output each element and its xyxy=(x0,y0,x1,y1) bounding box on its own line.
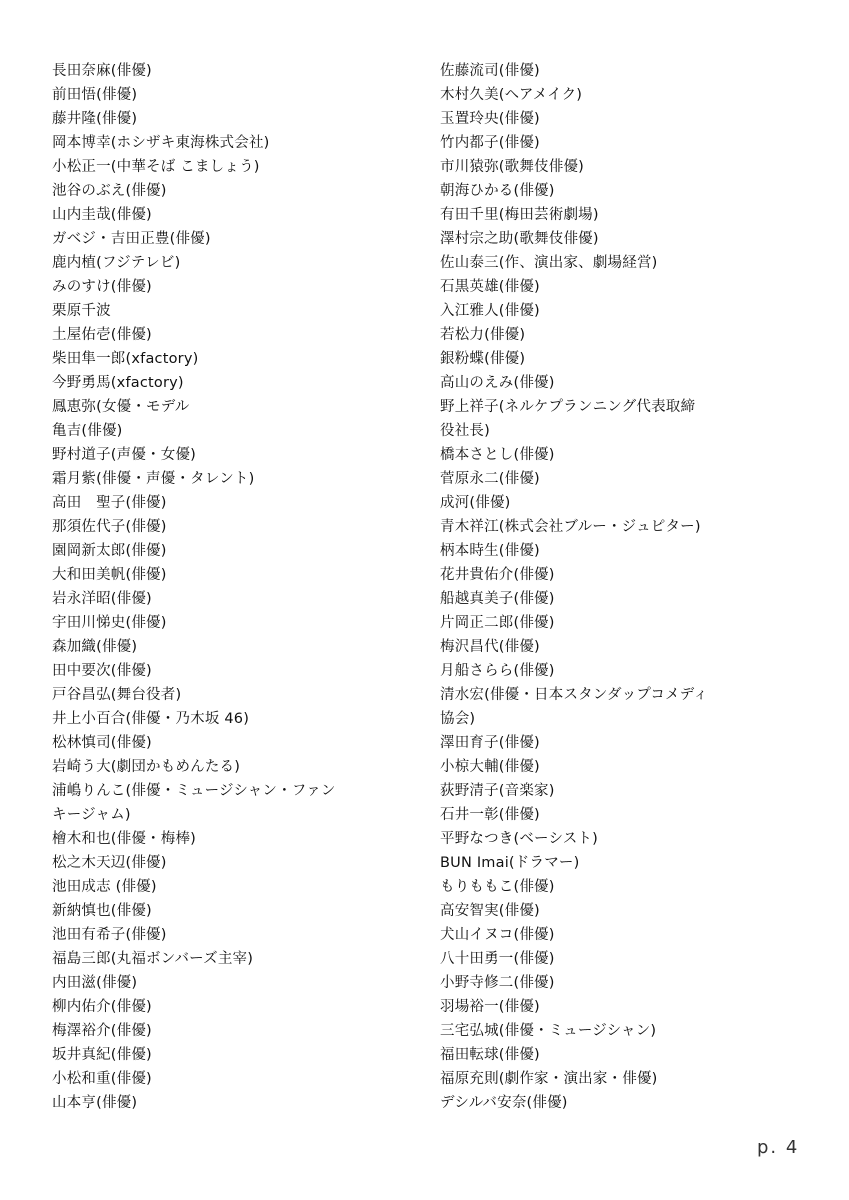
name-entry-line: 井上小百合(俳優・乃木坂 46) xyxy=(52,711,250,727)
name-entry-line: 菅原永二(俳優) xyxy=(440,471,540,487)
name-entry-line: 福田転球(俳優) xyxy=(440,1047,540,1063)
name-entry-line: 八十田勇一(俳優) xyxy=(440,951,555,967)
name-entry-line: 栗原千波 xyxy=(52,303,111,319)
name-entry-line: 梅沢昌代(俳優) xyxy=(440,639,540,655)
name-entry-line: 松之木天辺(俳優) xyxy=(52,855,167,871)
name-entry-line: 福島三郎(丸福ボンバーズ主宰) xyxy=(52,951,254,967)
name-entry-line: 石井一彰(俳優) xyxy=(440,807,540,823)
name-entry-line: 坂井真紀(俳優) xyxy=(52,1047,152,1063)
name-entry-line: 石黒英雄(俳優) xyxy=(440,279,540,295)
name-entry-line: 内田滋(俳優) xyxy=(52,975,138,991)
name-entry-line: 小松正一(中華そば こましょう) xyxy=(52,159,260,175)
name-entry-line: 協会) xyxy=(440,711,476,727)
name-entry-line: 梅澤裕介(俳優) xyxy=(52,1023,152,1039)
name-entry-line: 銀粉蝶(俳優) xyxy=(440,351,526,367)
name-entry-line: 柳内佑介(俳優) xyxy=(52,999,152,1015)
name-entry-line: 鹿内植(フジテレビ) xyxy=(52,255,181,271)
name-entry-line: 月船さらら(俳優) xyxy=(440,663,555,679)
name-entry-line: 岩永洋昭(俳優) xyxy=(52,591,152,607)
name-entry-line: 若松力(俳優) xyxy=(440,327,526,343)
name-entry-line: 役社長) xyxy=(440,423,490,439)
right-name-column xyxy=(440,59,810,1115)
name-entry-line: 柴田隼一郎(xfactory) xyxy=(52,351,199,367)
name-entry-line: 池田有希子(俳優) xyxy=(52,927,167,943)
name-entry-line: 花井貴佑介(俳優) xyxy=(440,567,555,583)
name-entry-line: 佐山泰三(作、演出家、劇場経営) xyxy=(440,255,658,271)
name-entry-line: 佐藤流司(俳優) xyxy=(440,63,540,79)
name-entry-line: ガベジ・吉田正豊(俳優) xyxy=(52,231,211,247)
name-entry-line: 檜木和也(俳優・梅棒) xyxy=(52,831,197,847)
name-entry-line: 小野寺修二(俳優) xyxy=(440,975,555,991)
name-entry-line: 森加織(俳優) xyxy=(52,639,138,655)
name-entry-line: 玉置玲央(俳優) xyxy=(440,111,540,127)
name-entry-line: 三宅弘城(俳優・ミュージシャン) xyxy=(440,1023,657,1039)
name-entry-line: 亀吉(俳優) xyxy=(52,423,123,439)
name-entry-line: 小松和重(俳優) xyxy=(52,1071,152,1087)
name-entry-line: 小椋大輔(俳優) xyxy=(440,759,540,775)
name-entry-line: キージャム) xyxy=(52,807,131,823)
name-entry-line: みのすけ(俳優) xyxy=(52,279,152,295)
name-entry-line: BUN Imai(ドラマー) xyxy=(440,855,580,871)
name-entry-line: 高田 聖子(俳優) xyxy=(52,495,167,511)
name-entry-line: 今野勇馬(xfactory) xyxy=(52,375,184,391)
name-entry-line: 清水宏(俳優・日本スタンダップコメディ xyxy=(440,687,708,703)
name-entry-line: 岡本博幸(ホシザキ東海株式会社) xyxy=(52,135,270,151)
name-entry-line: 入江雅人(俳優) xyxy=(440,303,540,319)
name-entry-line: 藤井隆(俳優) xyxy=(52,111,138,127)
name-entry-line: 園岡新太郎(俳優) xyxy=(52,543,167,559)
name-entry-line: 新納慎也(俳優) xyxy=(52,903,152,919)
name-entry-line: 山内圭哉(俳優) xyxy=(52,207,152,223)
name-entry-line: 前田悟(俳優) xyxy=(52,87,138,103)
name-entry-line: 犬山イヌコ(俳優) xyxy=(440,927,555,943)
name-entry-line: 池谷のぶえ(俳優) xyxy=(52,183,167,199)
name-entry-line: デシルバ安奈(俳優) xyxy=(440,1095,568,1111)
name-entry-line: 那須佐代子(俳優) xyxy=(52,519,167,535)
name-entry-line: 市川猿弥(歌舞伎俳優) xyxy=(440,159,585,175)
name-entry-line: 青木祥江(株式会社ブルー・ジュピター) xyxy=(440,519,701,535)
name-entry-line: 片岡正二郎(俳優) xyxy=(440,615,555,631)
name-entry-line: 土屋佑壱(俳優) xyxy=(52,327,152,343)
name-entry-line: 澤村宗之助(歌舞伎俳優) xyxy=(440,231,599,247)
name-entry-line: 田中要次(俳優) xyxy=(52,663,152,679)
name-entry-line: 羽場裕一(俳優) xyxy=(440,999,540,1015)
page-number: p. 4 xyxy=(757,1137,800,1158)
name-entry-line: 岩崎う大(劇団かもめんたる) xyxy=(52,759,241,775)
left-name-column xyxy=(52,59,392,1115)
name-entry-line: 木村久美(ヘアメイク) xyxy=(440,87,583,103)
name-entry-line: 野上祥子(ネルケプランニング代表取締 xyxy=(440,399,696,415)
name-entry-line: 長田奈麻(俳優) xyxy=(52,63,152,79)
name-entry-line: 澤田育子(俳優) xyxy=(440,735,540,751)
name-entry-line: 平野なつき(ベーシスト) xyxy=(440,831,598,847)
name-entry-line: 有田千里(梅田芸術劇場) xyxy=(440,207,599,223)
name-entry-line: 宇田川悌史(俳優) xyxy=(52,615,167,631)
name-entry-line: 戸谷昌弘(舞台役者) xyxy=(52,687,182,703)
name-entry-line: 鳳恵弥(女優・モデル xyxy=(52,399,190,415)
name-entry-line: 高山のえみ(俳優) xyxy=(440,375,555,391)
name-entry-line: 浦嶋りんこ(俳優・ミュージシャン・ファン xyxy=(52,783,336,799)
name-entry-line: 船越真美子(俳優) xyxy=(440,591,555,607)
name-entry-line: 山本亨(俳優) xyxy=(52,1095,138,1111)
name-entry-line: 橋本さとし(俳優) xyxy=(440,447,555,463)
name-entry-line: 野村道子(声優・女優) xyxy=(52,447,197,463)
name-entry-line: 松林慎司(俳優) xyxy=(52,735,152,751)
name-entry-line: 荻野清子(音楽家) xyxy=(440,783,555,799)
name-entry-line: 霜月紫(俳優・声優・タレント) xyxy=(52,471,255,487)
name-entry-line: 竹内都子(俳優) xyxy=(440,135,540,151)
name-entry-line: 柄本時生(俳優) xyxy=(440,543,540,559)
name-entry-line: 池田成志 (俳優) xyxy=(52,879,157,895)
name-entry-line: 成河(俳優) xyxy=(440,495,511,511)
name-entry-line: 朝海ひかる(俳優) xyxy=(440,183,555,199)
name-entry-line: もりももこ(俳優) xyxy=(440,879,555,895)
name-entry-line: 大和田美帆(俳優) xyxy=(52,567,167,583)
name-entry-line: 福原充則(劇作家・演出家・俳優) xyxy=(440,1071,658,1087)
name-entry-line: 高安智実(俳優) xyxy=(440,903,540,919)
